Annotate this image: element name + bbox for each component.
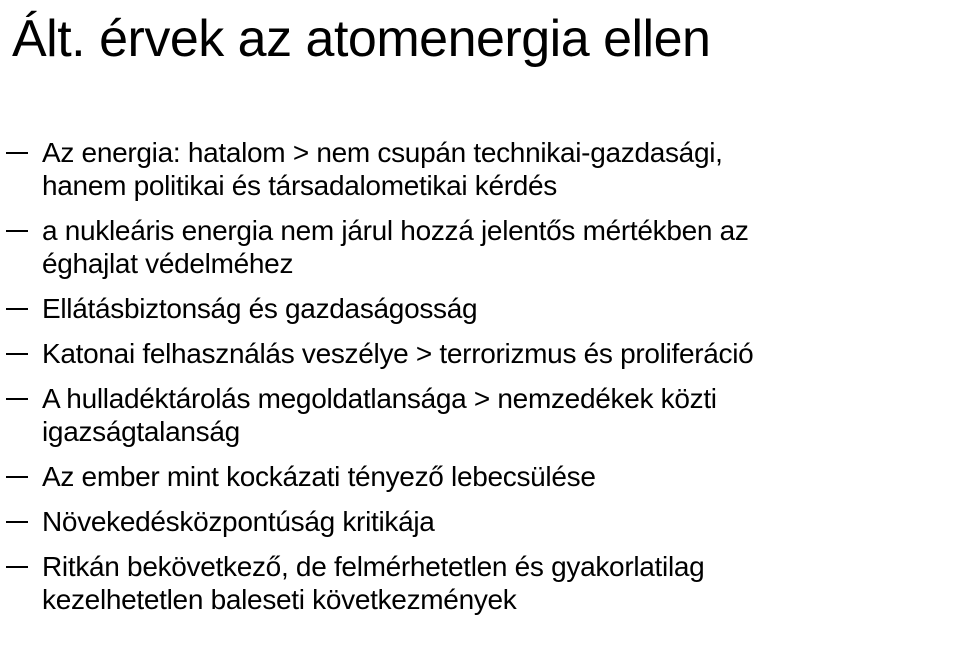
bullet-item (0, 460, 960, 493)
dash-icon (6, 566, 28, 568)
bullet-item (0, 214, 960, 280)
bullet-line: A hulladéktárolás megoldatlansága > nemzedékek közti (42, 383, 717, 414)
bullet-line: éghajlat védelméhez (42, 248, 294, 279)
bullet-item (0, 136, 960, 202)
bullet-line: Ritkán bekövetkező, de felmérhetetlen és gyakorlatilag (42, 551, 705, 582)
bullet-list (0, 136, 960, 628)
dash-icon (6, 308, 28, 310)
dash-icon (6, 152, 28, 154)
bullet-item (0, 550, 960, 616)
bullet-line: hanem politikai és társadalometikai kérdés (42, 170, 557, 201)
bullet-line: Ellátásbiztonság és gazdaságosság (42, 293, 478, 324)
bullet-line: kezelhetetlen baleseti következmények (42, 584, 517, 615)
bullet-item (0, 505, 960, 538)
bullet-line: a nukleáris energia nem járul hozzá jelentős mértékben az (42, 215, 749, 246)
dash-icon (6, 521, 28, 523)
bullet-item (0, 337, 960, 370)
dash-icon (6, 398, 28, 400)
bullet-item (0, 382, 960, 448)
dash-icon (6, 353, 28, 355)
bullet-line: igazságtalanság (42, 416, 240, 447)
dash-icon (6, 230, 28, 232)
bullet-item (0, 292, 960, 325)
slide-title: Ált. érvek az atomenergia ellen (12, 10, 711, 68)
bullet-line: Az energia: hatalom > nem csupán technikai-gazdasági, (42, 137, 723, 168)
dash-icon (6, 476, 28, 478)
bullet-line: Katonai felhasználás veszélye > terrorizmus és proliferáció (42, 338, 754, 369)
bullet-line: Az ember mint kockázati tényező lebecsülése (42, 461, 596, 492)
bullet-line: Növekedésközpontúság kritikája (42, 506, 435, 537)
